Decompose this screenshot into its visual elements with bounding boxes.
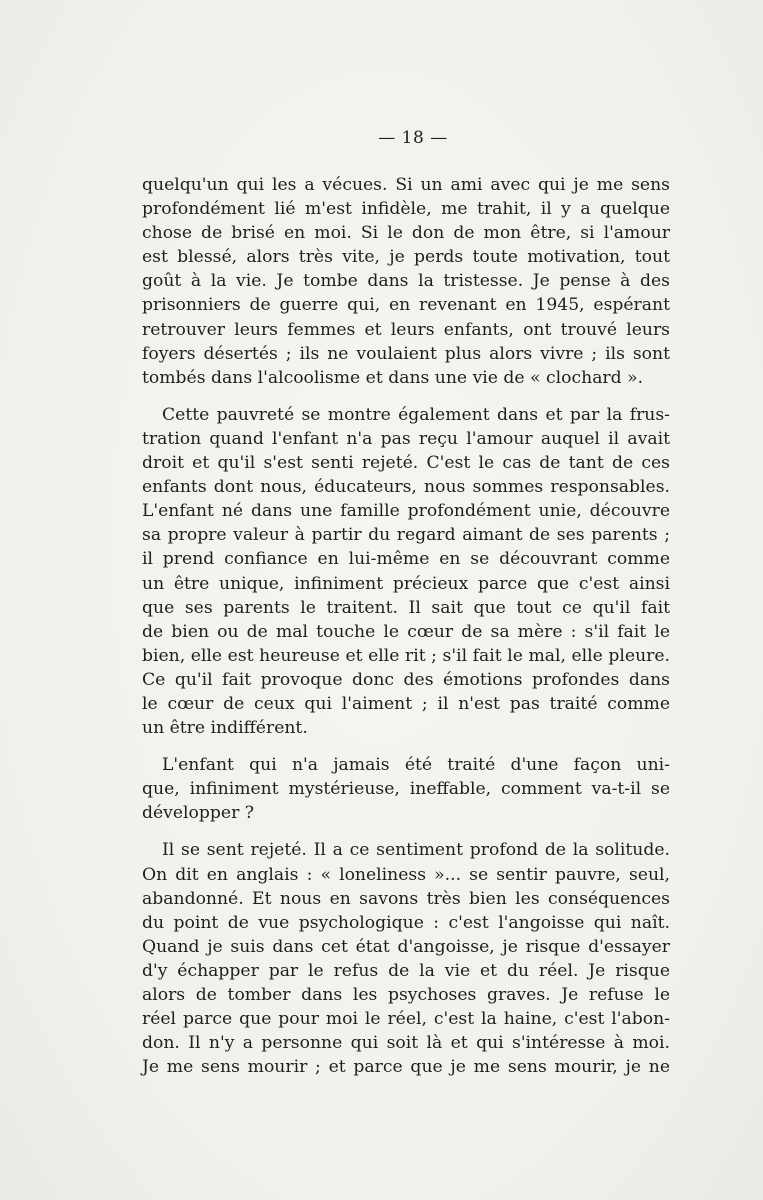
text-line: alors de tomber dans les psychoses graves. Je refuse le: [142, 985, 670, 1005]
text-line: abandonné. Et nous en savons très bien les conséquences: [142, 888, 670, 909]
text-line: retrouver leurs femmes et leurs enfants, ont trouvé leurs: [142, 319, 670, 340]
text-line: bien, elle est heureuse et elle rit ; s'il fait le mal, elle pleure.: [142, 645, 670, 666]
text-line: est blessé, alors très vite, je perds toute motivation, tout: [142, 247, 670, 268]
text-line: Il se sent rejeté. Il a ce sentiment profond de la solitude.: [162, 840, 670, 861]
text-line: L'enfant qui n'a jamais été traité d'une façon uni-: [162, 755, 670, 776]
text-line: un être unique, infiniment précieux parce que c'est ainsi: [142, 573, 670, 594]
paragraph: [142, 403, 670, 740]
text-line: le cœur de ceux qui l'aiment ; il n'est pas traité comme: [142, 693, 670, 714]
text-line: que ses parents le traitent. Il sait que tout ce qu'il fait: [142, 597, 670, 618]
paragraph: [142, 838, 670, 1079]
text-line: On dit en anglais : « loneliness »... se sentir pauvre, seul,: [142, 864, 670, 885]
text-line: foyers désertés ; ils ne voulaient plus alors vivre ; ils sont: [142, 343, 670, 364]
text-line: tration quand l'enfant n'a pas reçu l'amour auquel il avait: [142, 428, 670, 449]
text-line: prisonniers de guerre qui, en revenant en 1945, espérant: [142, 295, 670, 316]
text-line: enfants dont nous, éducateurs, nous sommes responsables.: [142, 477, 670, 498]
text-line: tombés dans l'alcoolisme et dans une vie de « clochard ».: [142, 367, 644, 388]
text-line: quelqu'un qui les a vécues. Si un ami avec qui je me sens: [142, 175, 670, 195]
text-line: développer ?: [142, 803, 254, 824]
text-line: L'enfant né dans une famille profondément unie, découvre: [142, 501, 670, 522]
text-line: il prend confiance en lui-même en se découvrant comme: [142, 549, 670, 570]
text-line: Ce qu'il fait provoque donc des émotions profondes dans: [142, 669, 670, 690]
page-number: — 18 —: [378, 128, 448, 148]
text-line: d'y échapper par le refus de la vie et du réel. Je risque: [142, 960, 670, 981]
text-line: profondément lié m'est infidèle, me trahit, il y a quelque: [142, 199, 670, 220]
text-line: goût à la vie. Je tombe dans la tristesse. Je pense à des: [142, 271, 670, 292]
text-line: Cette pauvreté se montre également dans et par la frus-: [162, 404, 670, 425]
text-line: chose de brisé en moi. Si le don de mon être, si l'amour: [142, 223, 670, 244]
paragraph: [142, 173, 670, 390]
text-line: que, infiniment mystérieuse, ineffable, comment va-t-il se: [142, 779, 670, 800]
text-line: de bien ou de mal touche le cœur de sa mère : s'il fait le: [142, 621, 670, 642]
text-line: Je me sens mourir ; et parce que je me sens mourir, je ne: [142, 1057, 670, 1078]
book-page: [142, 128, 670, 1092]
text-line: droit et qu'il s'est senti rejeté. C'est le cas de tant de ces: [142, 453, 670, 474]
text-line: un être indifférent.: [142, 718, 308, 739]
text-line: du point de vue psychologique : c'est l'angoisse qui naît.: [142, 912, 670, 933]
text-line: réel parce que pour moi le réel, c'est la haine, c'est l'abon-: [142, 1009, 670, 1030]
text-body: [142, 173, 670, 1079]
paragraph: [142, 753, 670, 825]
text-line: Quand je suis dans cet état d'angoisse, je risque d'essayer: [142, 936, 670, 957]
text-line: don. Il n'y a personne qui soit là et qui s'intéresse à moi.: [142, 1033, 670, 1054]
text-line: sa propre valeur à partir du regard aimant de ses parents ;: [142, 525, 670, 546]
